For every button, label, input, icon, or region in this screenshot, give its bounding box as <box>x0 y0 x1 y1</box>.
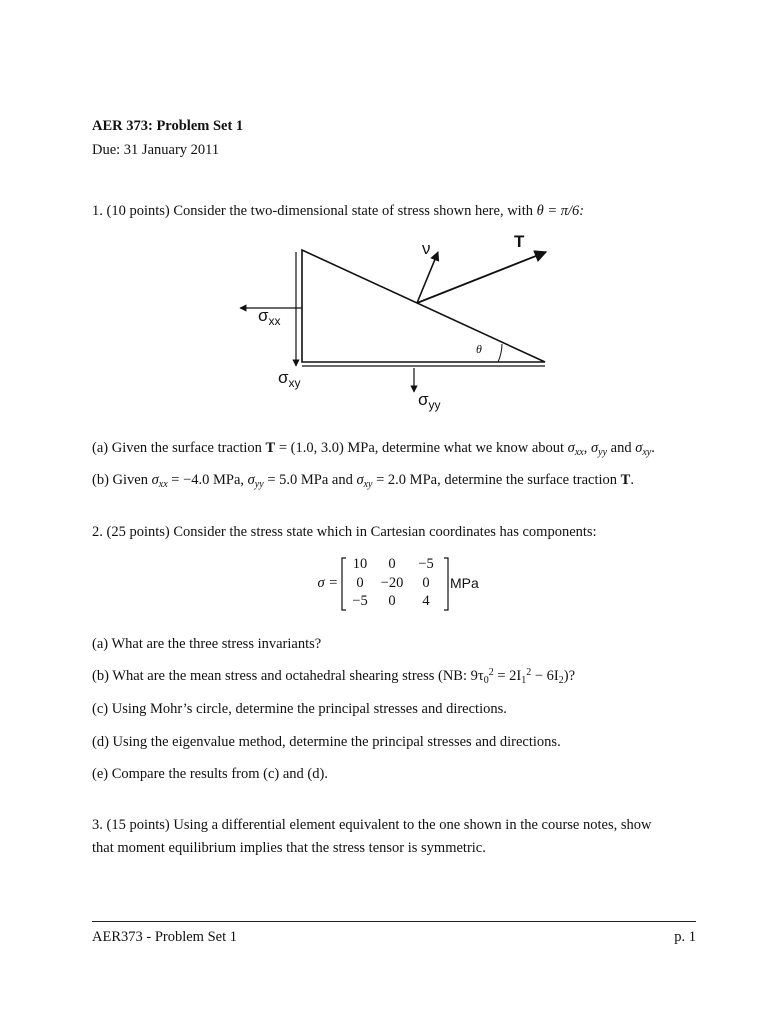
problem2-part-a: (a) What are the three stress invariants? <box>92 636 322 652</box>
sigma-xx-label: $\sigma_{xx}$ <box>258 306 281 328</box>
matrix-cell: −5 <box>418 556 434 572</box>
matrix-cell: 0 <box>356 575 364 591</box>
matrix-lhs: σ = <box>317 575 338 591</box>
matrix-cell: 10 <box>352 556 368 572</box>
problem1-theta-expr: θ = π/6: <box>536 203 585 219</box>
matrix-cell: 0 <box>422 575 430 591</box>
traction-label: T <box>514 232 525 251</box>
due-date: Due: 31 January 2011 <box>92 142 220 158</box>
problem2-part-c: (c) Using Mohr’s circle, determine the principal stresses and directions. <box>92 701 507 717</box>
problem3-line1: 3. (15 points) Using a differential element equivalent to the one shown in the course notes, show <box>92 817 652 833</box>
matrix-unit: MPa <box>450 575 479 591</box>
stress-matrix <box>310 556 510 612</box>
course-title: AER 373: Problem Set 1 <box>92 118 244 134</box>
theta-label: θ <box>476 342 482 356</box>
page-number: p. 1 <box>674 929 696 945</box>
stress-figure <box>230 232 560 422</box>
matrix-cell: 0 <box>388 593 396 609</box>
sigma-yy-label: $\sigma_{yy}$ <box>418 390 441 412</box>
problem1-intro <box>92 203 584 220</box>
problem2-part-b: (b) What are the mean stress and octahedral shearing stress (NB: $9\tau_0^2 = 2I_1^2 - 6I_2$)? <box>92 667 575 686</box>
problem2-part-d: (d) Using the eigenvalue method, determine the principal stresses and directions. <box>92 734 561 750</box>
problem1-part-b: (b) Given $\sigma_{xx} = -4.0$ MPa, $\sigma_{yy} = 5.0$ MPa and $\sigma_{xy} = 2.0$ MPa, determine the surface traction T. <box>92 472 634 490</box>
footer-title: AER373 - Problem Set 1 <box>92 929 237 945</box>
matrix-cell: −5 <box>352 593 368 609</box>
matrix-cell: −20 <box>380 575 404 591</box>
problem2-intro: 2. (25 points) Consider the stress state which in Cartesian coordinates has components: <box>92 524 597 540</box>
sigma-xy-label: $\sigma_{xy}$ <box>278 368 301 390</box>
footer-rule <box>92 921 696 922</box>
matrix-cell: 0 <box>388 556 396 572</box>
problem3-line2: that moment equilibrium implies that the stress tensor is symmetric. <box>92 840 486 856</box>
matrix-cell: 4 <box>422 593 430 609</box>
problem1-intro-text: 1. (10 points) Consider the two-dimensional state of stress shown here, with <box>92 203 533 219</box>
problem1-part-a: (a) Given the surface traction T = (1.0, 3.0) MPa, determine what we know about $\sigma_{xx}$, $\sigma_{yy}$ and $\sigma_{xy}$. <box>92 440 655 458</box>
nu-label: ν <box>422 239 431 258</box>
problem2-part-e: (e) Compare the results from (c) and (d). <box>92 766 328 782</box>
